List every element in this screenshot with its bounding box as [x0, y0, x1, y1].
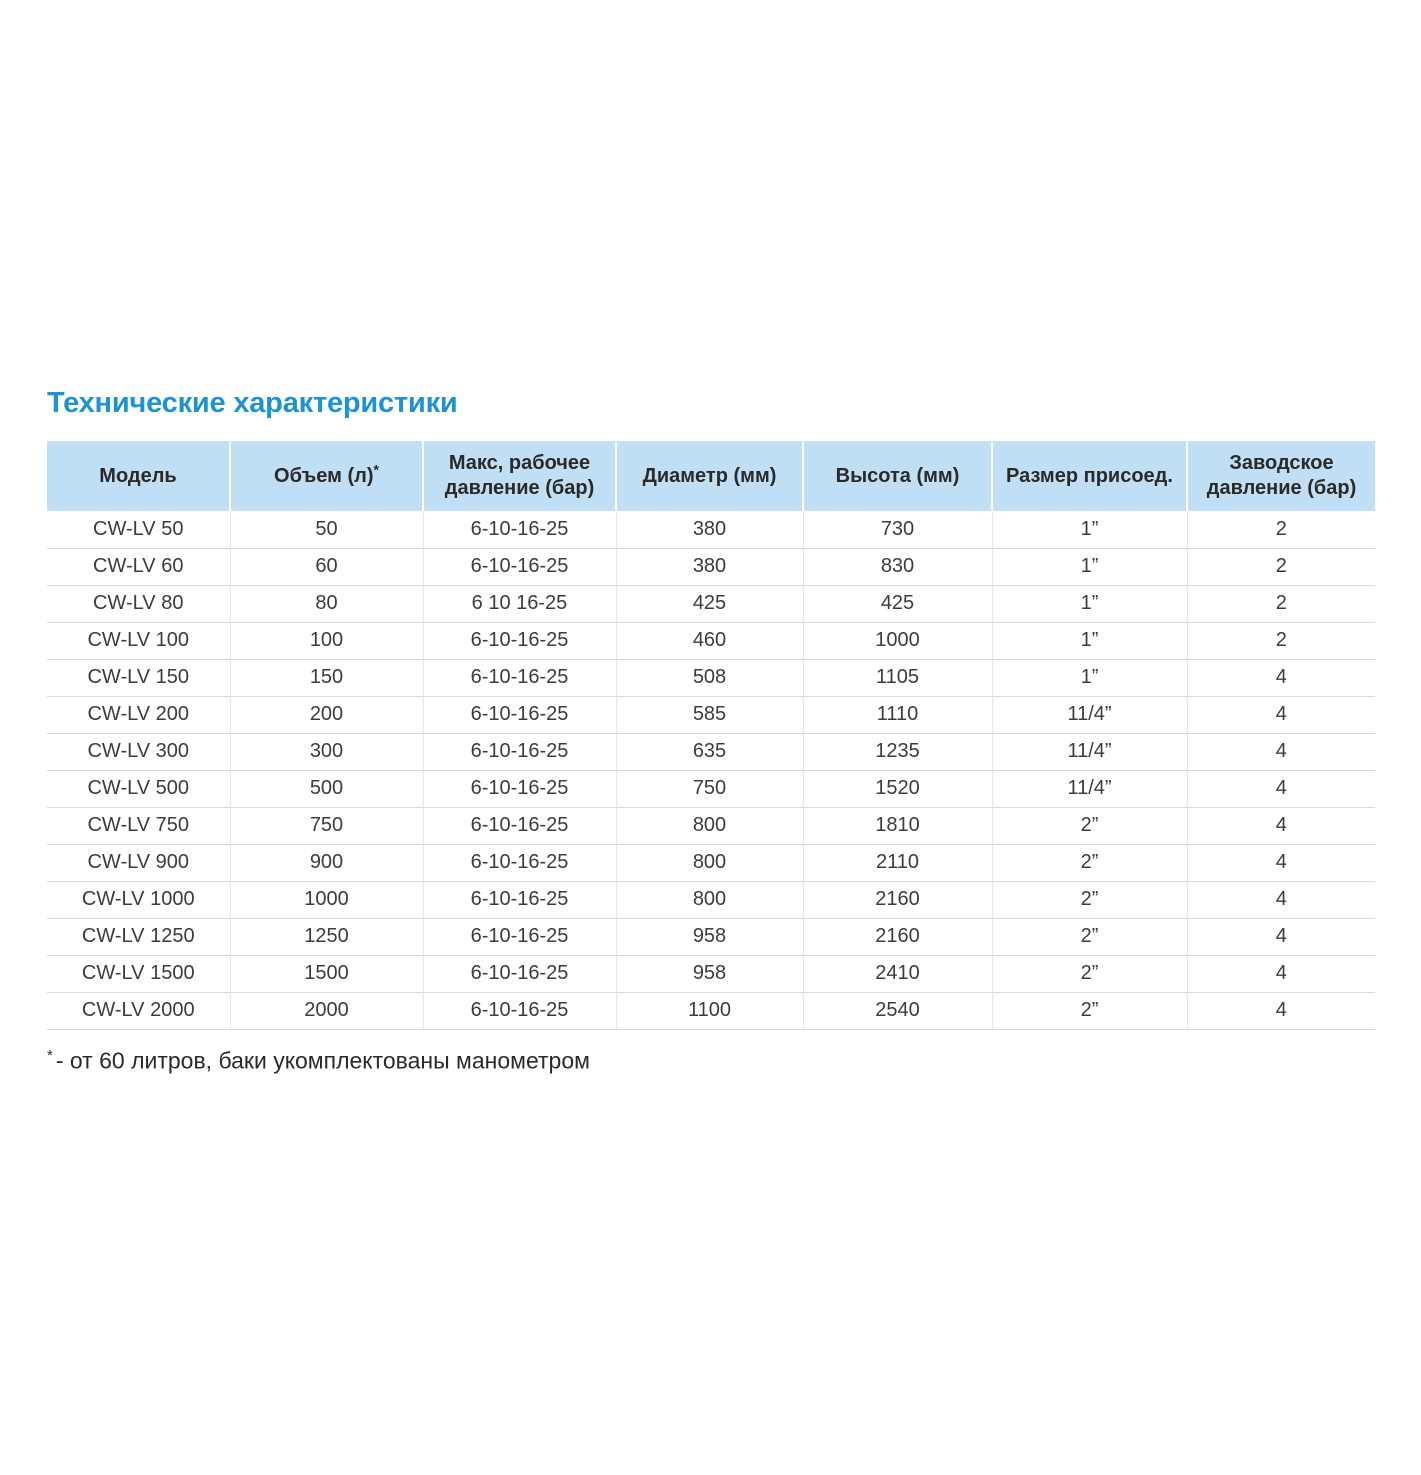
table-cell: 2 [1187, 511, 1375, 548]
column-header-factory-pressure [1187, 441, 1375, 511]
table-row [47, 548, 1375, 585]
table-cell: 6 10 16-25 [423, 585, 616, 622]
table-cell: 2540 [803, 992, 992, 1029]
table-cell: 2 [1187, 585, 1375, 622]
table-row [47, 881, 1375, 918]
table-cell: 500 [230, 770, 423, 807]
table-cell: 4 [1187, 955, 1375, 992]
table-cell: CW-LV 150 [47, 659, 230, 696]
column-header-label: Модель [99, 464, 177, 487]
table-cell: CW-LV 1000 [47, 881, 230, 918]
table-cell: 4 [1187, 844, 1375, 881]
volume-asterisk: * [373, 460, 379, 477]
table-cell: 1” [992, 585, 1187, 622]
table-cell: 11/4” [992, 696, 1187, 733]
table-cell: CW-LV 2000 [47, 992, 230, 1029]
table-row [47, 585, 1375, 622]
table-cell: CW-LV 900 [47, 844, 230, 881]
column-header-label: Заводское давление (бар) [1206, 452, 1357, 499]
table-cell: 2” [992, 955, 1187, 992]
table-row [47, 807, 1375, 844]
column-header-label: Размер присоед. [1006, 464, 1173, 487]
table-cell: 2000 [230, 992, 423, 1029]
table-cell: 60 [230, 548, 423, 585]
table-cell: 1” [992, 548, 1187, 585]
table-cell: 380 [616, 511, 803, 548]
table-cell: CW-LV 100 [47, 622, 230, 659]
table-row [47, 622, 1375, 659]
table-cell: 380 [616, 548, 803, 585]
table-cell: 6-10-16-25 [423, 918, 616, 955]
column-header-volume [230, 441, 423, 511]
table-cell: 1105 [803, 659, 992, 696]
table-cell: 6-10-16-25 [423, 696, 616, 733]
table-cell: 2” [992, 918, 1187, 955]
table-cell: 830 [803, 548, 992, 585]
table-cell: 6-10-16-25 [423, 955, 616, 992]
table-cell: 4 [1187, 881, 1375, 918]
table-body [47, 511, 1375, 1029]
table-cell: 1235 [803, 733, 992, 770]
table-row [47, 918, 1375, 955]
table-cell: 730 [803, 511, 992, 548]
table-cell: 800 [616, 807, 803, 844]
table-cell: 2 [1187, 622, 1375, 659]
table-cell: 1” [992, 659, 1187, 696]
table-cell: 6-10-16-25 [423, 622, 616, 659]
header-row [47, 441, 1375, 511]
table-cell: 6-10-16-25 [423, 881, 616, 918]
table-cell: 1000 [230, 881, 423, 918]
table-row [47, 770, 1375, 807]
table-cell: 6-10-16-25 [423, 659, 616, 696]
table-cell: 900 [230, 844, 423, 881]
table-cell: CW-LV 500 [47, 770, 230, 807]
table-cell: 800 [616, 881, 803, 918]
table-cell: 300 [230, 733, 423, 770]
table-cell: 6-10-16-25 [423, 511, 616, 548]
table-cell: 508 [616, 659, 803, 696]
table-cell: 4 [1187, 918, 1375, 955]
table-header [47, 441, 1375, 511]
table-cell: 4 [1187, 807, 1375, 844]
table-cell: CW-LV 50 [93, 517, 184, 540]
table-cell: 2” [992, 807, 1187, 844]
column-header-max-pressure [423, 441, 616, 511]
table-cell: 425 [616, 585, 803, 622]
table-cell: 1520 [803, 770, 992, 807]
table-cell: CW-LV 60 [47, 548, 230, 585]
table-cell: 1810 [803, 807, 992, 844]
table-cell: 2” [992, 992, 1187, 1029]
column-header-label: Макс, рабочее давление (бар) [444, 452, 595, 499]
footnote-text: - от 60 литров, баки укомплектованы манометром [55, 1047, 590, 1074]
table-cell: 1250 [230, 918, 423, 955]
table-cell: 2” [992, 881, 1187, 918]
column-header-label: Объем (л) [274, 464, 374, 487]
table-cell: 958 [616, 955, 803, 992]
table-cell: 2110 [803, 844, 992, 881]
table-row [47, 844, 1375, 881]
column-header-height [803, 441, 992, 511]
table-cell: 6-10-16-25 [423, 807, 616, 844]
table-cell: 80 [230, 585, 423, 622]
table-cell: 585 [616, 696, 803, 733]
table-row [47, 659, 1375, 696]
table-cell: 1500 [230, 955, 423, 992]
table-cell: 2410 [803, 955, 992, 992]
table-cell: CW-LV 80 [47, 585, 230, 622]
table-cell: CW-LV 200 [47, 696, 230, 733]
table-cell: 750 [616, 770, 803, 807]
table-cell: 958 [616, 918, 803, 955]
table-cell: 6-10-16-25 [423, 548, 616, 585]
table-cell: 6-10-16-25 [423, 770, 616, 807]
table-cell: 460 [616, 622, 803, 659]
table-cell: 4 [1187, 992, 1375, 1029]
column-header-label: Диаметр (мм) [642, 464, 777, 487]
table-cell: 4 [1187, 733, 1375, 770]
table-cell: 635 [616, 733, 803, 770]
table-cell: 6-10-16-25 [423, 733, 616, 770]
table-cell: 200 [230, 696, 423, 733]
table-cell: 1” [992, 622, 1187, 659]
column-header-label: Высота (мм) [835, 464, 960, 487]
column-header-diameter [616, 441, 803, 511]
table-cell: 1000 [803, 622, 992, 659]
table-cell: 2 [1187, 548, 1375, 585]
table-row [47, 992, 1375, 1029]
table-cell: 11/4” [992, 770, 1187, 807]
table-cell: CW-LV 1250 [47, 918, 230, 955]
table-cell: 4 [1187, 696, 1375, 733]
footnote [47, 1047, 1375, 1075]
table-cell: 750 [230, 807, 423, 844]
content-area [47, 389, 1375, 1074]
table-cell: CW-LV 300 [47, 733, 230, 770]
table-cell: 4 [1187, 770, 1375, 807]
table-cell: 425 [803, 585, 992, 622]
page-title: Технические характеристики [47, 387, 458, 419]
table-cell: 2160 [803, 881, 992, 918]
table-cell: 50 [230, 511, 423, 548]
table-cell: 1110 [803, 696, 992, 733]
table-cell: 1” [992, 511, 1187, 548]
table-row [47, 955, 1375, 992]
table-cell: 100 [230, 622, 423, 659]
table-cell: CW-LV 1500 [47, 955, 230, 992]
table-cell: 2” [992, 844, 1187, 881]
table-cell: 150 [230, 659, 423, 696]
table-cell: 1100 [616, 992, 803, 1029]
footnote-asterisk: * [47, 1046, 53, 1064]
table-row [47, 733, 1375, 770]
table-cell: CW-LV 750 [47, 807, 230, 844]
table-cell: 800 [616, 844, 803, 881]
table-row [47, 511, 1375, 548]
table-cell: 6-10-16-25 [423, 992, 616, 1029]
table-cell: 11/4” [992, 733, 1187, 770]
table-cell: 6-10-16-25 [423, 844, 616, 881]
column-header-model [47, 441, 230, 511]
column-header-connection-size [992, 441, 1187, 511]
specs-table [47, 441, 1375, 1030]
table-cell: 4 [1187, 659, 1375, 696]
table-row [47, 696, 1375, 733]
table-cell: 2160 [803, 918, 992, 955]
